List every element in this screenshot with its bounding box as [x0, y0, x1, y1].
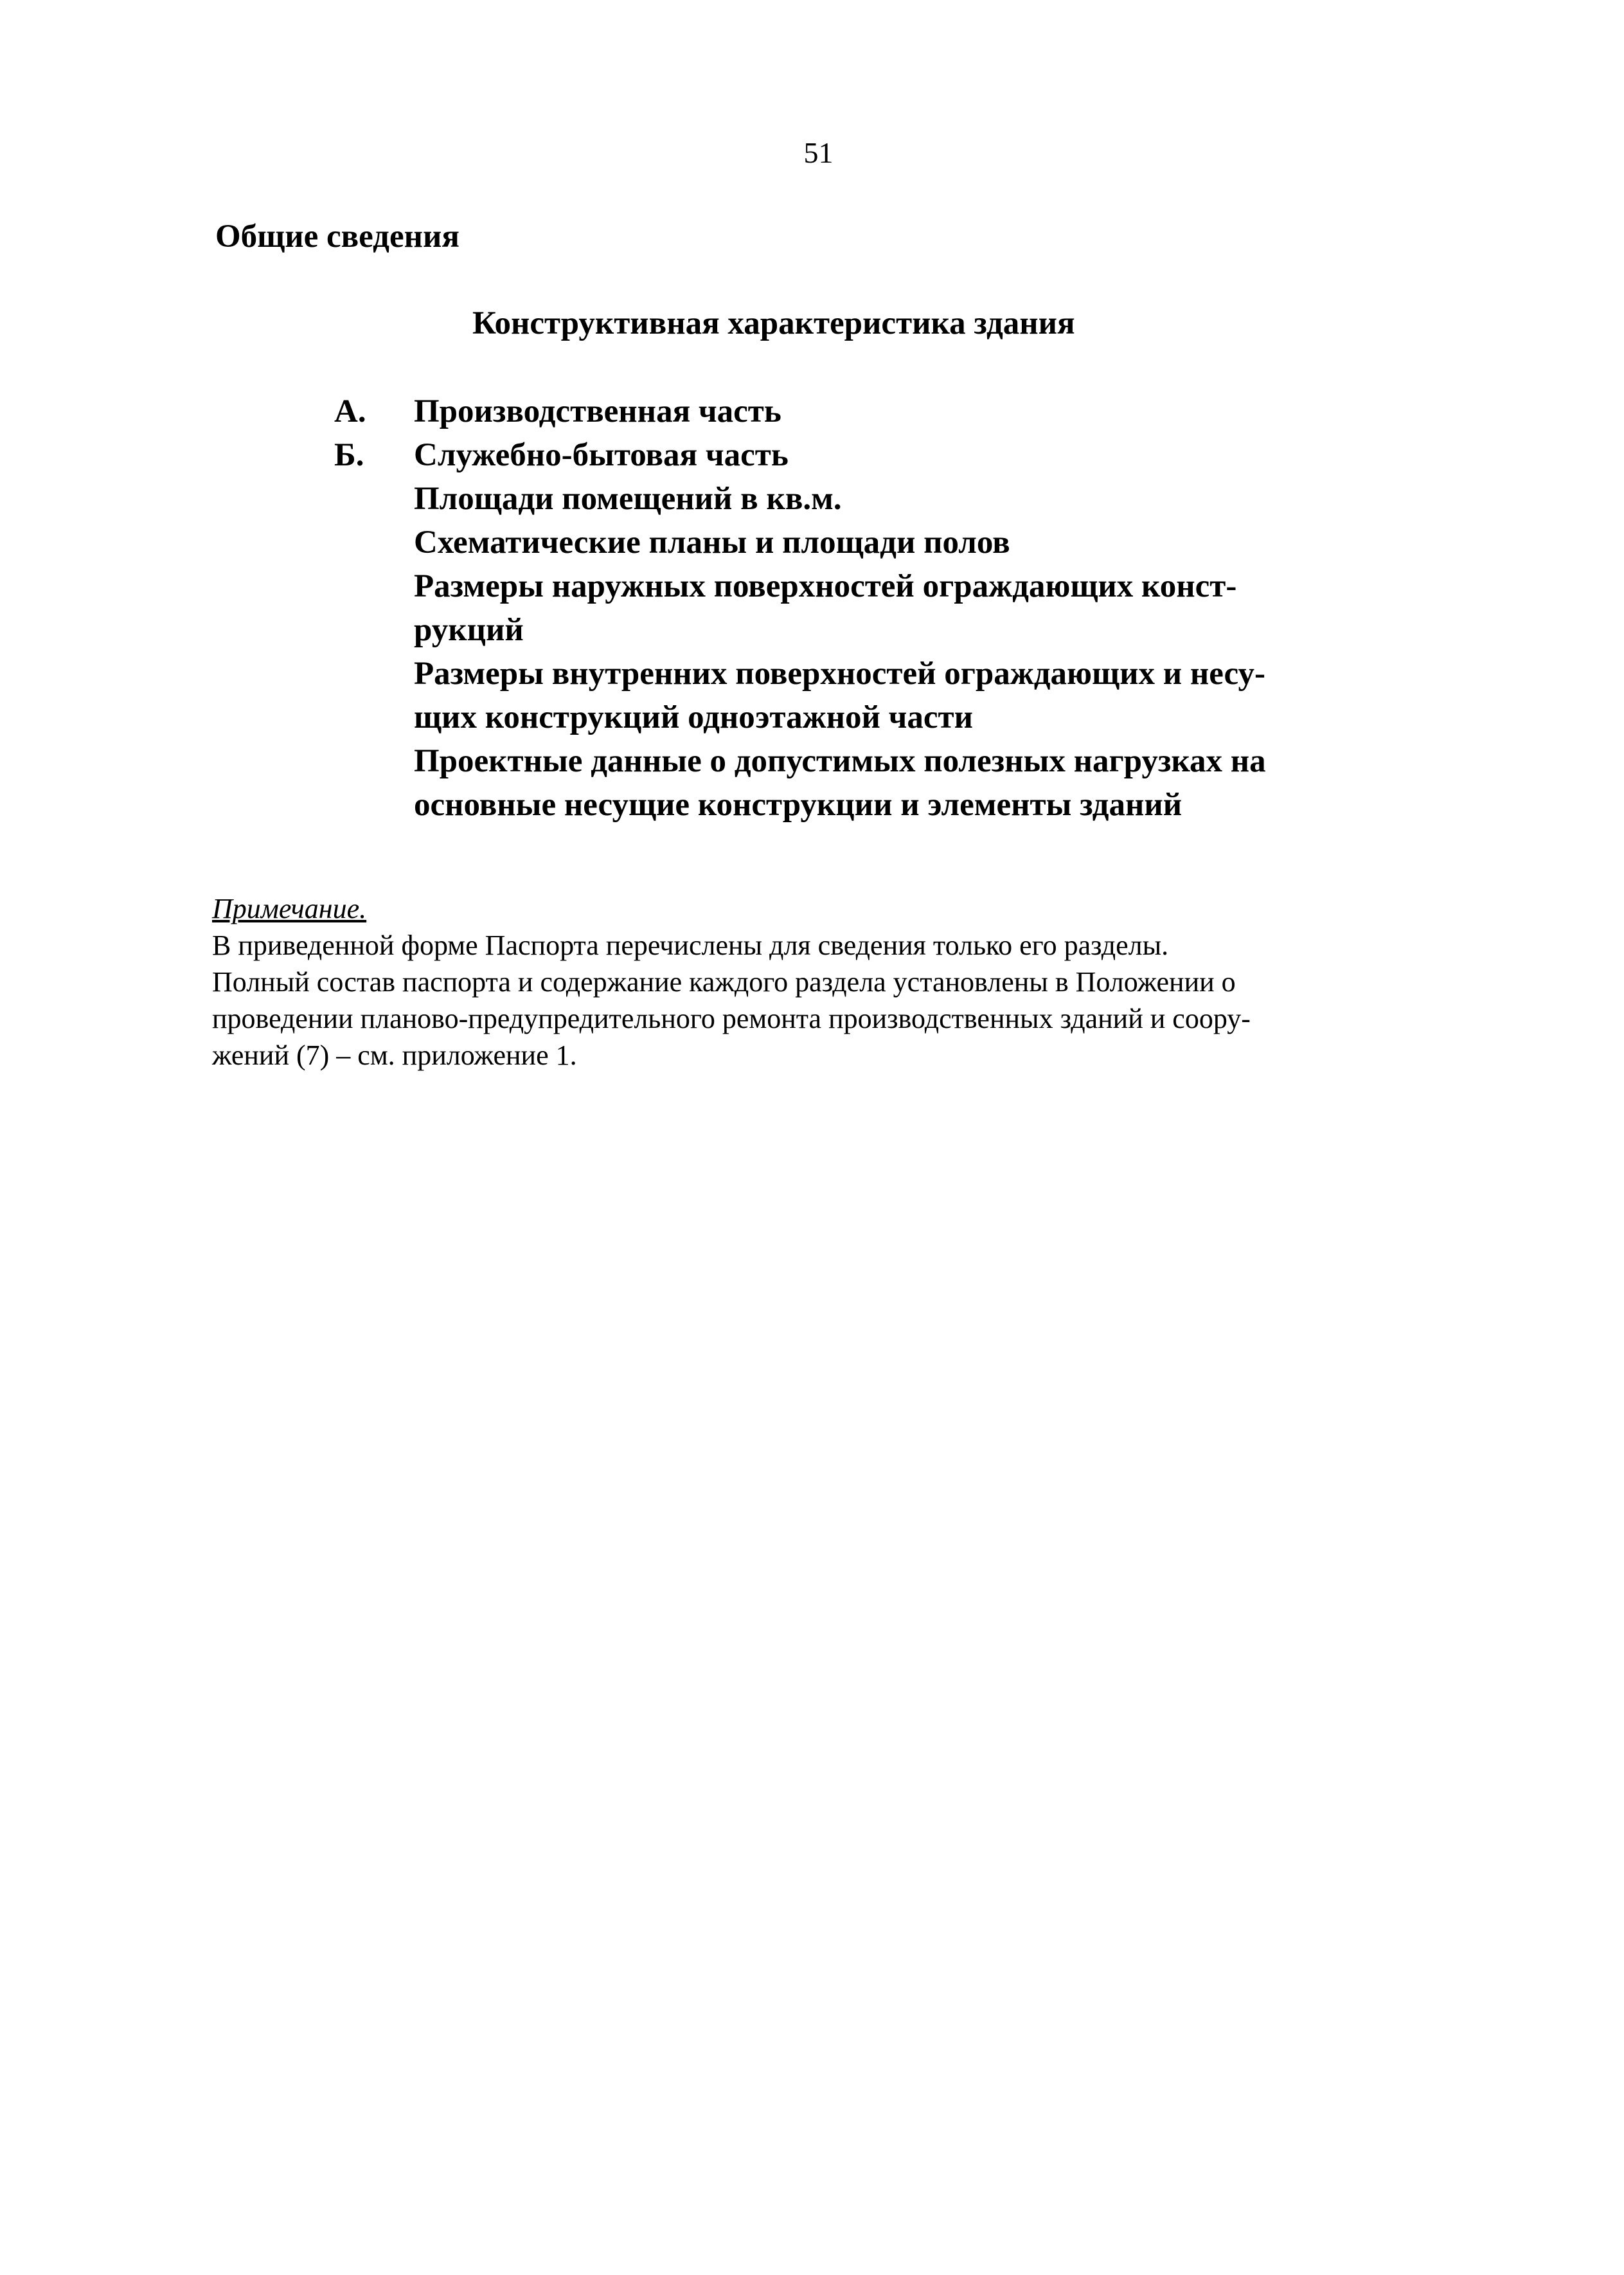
toc-item-text-continuation: рукций — [414, 612, 524, 648]
note-line: проведении планово-предупредительного ремонта производственных зданий и соору- — [212, 1003, 1251, 1034]
toc-item — [334, 739, 1427, 827]
toc-item-text-continuation: щих конструкций одноэтажной части — [414, 699, 973, 735]
toc-item-text: Схематические планы и площади полов — [414, 525, 1010, 561]
toc-item-marker: Б. — [334, 437, 364, 473]
toc-item-text: Размеры внутренних поверхностей ограждающих и несу- — [414, 656, 1265, 692]
toc-item-text: Производственная часть — [414, 393, 781, 429]
toc-item-text: Размеры наружных поверхностей ограждающих конст- — [414, 568, 1237, 604]
note-line: Полный состав паспорта и содержание каждого раздела установлены в Положении о — [212, 966, 1236, 998]
toc-item-text: Проектные данные о допустимых полезных нагрузках на — [414, 743, 1266, 779]
toc-item — [334, 433, 1427, 477]
section-heading: Общие сведения — [215, 219, 460, 255]
note-line: В приведенной форме Паспорта перечислены для сведения только его разделы. — [212, 930, 1169, 961]
toc-item — [334, 477, 1427, 521]
toc-item — [334, 390, 1427, 433]
toc-item-text: Служебно-бытовая часть — [414, 437, 789, 473]
toc-list — [334, 390, 1427, 827]
toc-item-marker: А. — [334, 393, 366, 429]
toc-item — [334, 521, 1427, 564]
note-block — [212, 890, 1414, 1074]
toc-item — [334, 652, 1427, 739]
toc-item — [334, 564, 1427, 652]
toc-item-text-continuation: основные несущие конструкции и элементы зданий — [414, 787, 1182, 823]
note-line: жений (7) – см. приложение 1. — [212, 1039, 577, 1071]
note-label: Примечание. — [212, 893, 367, 924]
subsection-title: Конструктивная характеристика здания — [472, 305, 1075, 341]
toc-item-text: Площади помещений в кв.м. — [414, 481, 842, 517]
page-number: 51 — [803, 136, 834, 169]
